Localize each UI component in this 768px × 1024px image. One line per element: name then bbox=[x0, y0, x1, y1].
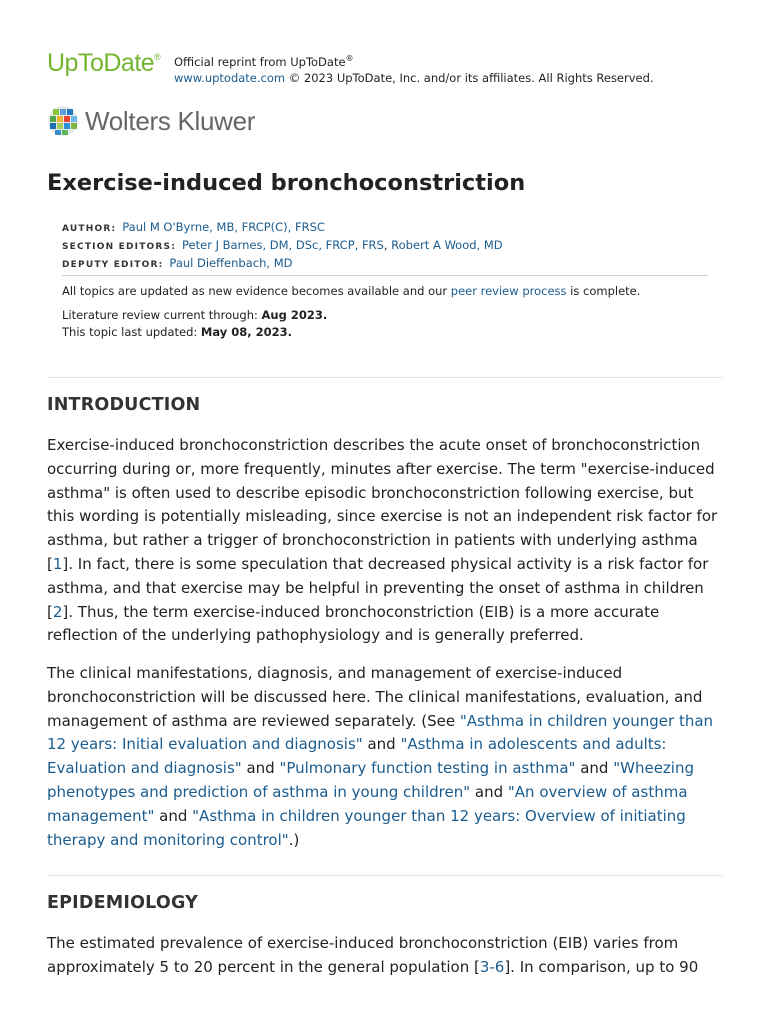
epidemiology-paragraph-1: The estimated prevalence of exercise-induced bronchoconstriction (EIB) varies from approximately 5 to 20 percent in the general population [3-6]. In comparison, up to 90 bbox=[47, 934, 699, 976]
registered-mark: ® bbox=[154, 52, 161, 62]
section-editor-link[interactable]: Peter J Barnes, DM, DSc, FRCP, FRS bbox=[182, 238, 384, 252]
topic-link[interactable]: "Asthma in children younger than 12 years: Initial evaluation and diagnosis" bbox=[47, 711, 714, 754]
section-divider bbox=[47, 875, 723, 876]
introduction-heading: INTRODUCTION bbox=[47, 395, 201, 415]
topic-link[interactable]: "Wheezing phenotypes and prediction of asthma in young children" bbox=[47, 759, 694, 801]
section-divider bbox=[47, 377, 723, 378]
reprint-line: Official reprint from UpToDate® bbox=[174, 54, 354, 69]
section-editor-link[interactable]: Robert A Wood, MD bbox=[391, 238, 503, 252]
introduction-paragraph-2: The clinical manifestations, diagnosis, and management of exercise-induced bronchoconstriction will be discussed here. The clinical manifestations, evaluation, and management of asthma are reviewed separately. (See "Asthma in children younger than 12 years: Initial evaluation and diagnosis" and "Asthma in adolescents and adults: Evaluation and diagnosis" and "Pulmonary function testing in asthma" and "Wheezing phenotypes and prediction of asthma in young children" and "An overview of asthma management" and "Asthma in children younger than 12 years: Overview of initiating therapy and monitoring control".) bbox=[47, 664, 714, 849]
wolters-kluwer-mosaic-icon bbox=[47, 105, 81, 137]
introduction-paragraph-1: Exercise-induced bronchoconstriction describes the acute onset of bronchoconstriction occurring during or, more frequently, minutes after exercise. The term "exercise-induced asthma" is often used to describe episodic bronchoconstriction following exercise, but this wording is potentially misleading, since exercise is not an independent risk factor for asthma, but rather a trigger of bronchoconstriction in patients with underlying asthma [1]. In fact, there is some speculation that decreased physical activity is a risk factor for asthma, and that exercise may be helpful in preventing the onset of asthma in children [2]. Thus, the term exercise-induced bronchoconstriction (EIB) is a more accurate reflection of the underlying pathophysiology and is generally preferred. bbox=[47, 436, 718, 645]
publisher-name: Wolters Kluwer bbox=[85, 105, 256, 136]
deputy-editor-link[interactable]: Paul Dieffenbach, MD bbox=[169, 256, 293, 270]
reprint-notice bbox=[174, 51, 654, 86]
epidemiology-heading: EPIDEMIOLOGY bbox=[47, 893, 199, 913]
section-editors-row: SECTION EDITORS: Peter J Barnes, DM, DSc, FRCP, FRS, Robert A Wood, MD bbox=[62, 238, 503, 252]
literature-review-line: Literature review current through: Aug 2023. bbox=[62, 308, 328, 322]
site-link[interactable]: www.uptodate.com bbox=[174, 70, 286, 85]
reference-link[interactable]: 1 bbox=[52, 554, 63, 573]
topic-link[interactable]: "Asthma in children younger than 12 years: Overview of initiating therapy and monitoring control" bbox=[47, 806, 686, 849]
reference-link[interactable]: 2 bbox=[52, 602, 63, 621]
logo-text: UpToDate bbox=[47, 49, 155, 77]
reference-link[interactable]: 3-6 bbox=[479, 957, 505, 976]
peer-review-link[interactable]: peer review process bbox=[450, 284, 567, 298]
update-notice: All topics are updated as new evidence becomes available and our peer review process is complete. bbox=[62, 284, 641, 298]
contributors bbox=[62, 219, 503, 273]
uptodate-logo bbox=[47, 49, 160, 78]
copyright-line: www.uptodate.com © 2023 UpToDate, Inc. and/or its affiliates. All Rights Reserved. bbox=[174, 70, 654, 85]
topic-link[interactable]: "Pulmonary function testing in asthma" bbox=[279, 759, 576, 778]
author-row: AUTHOR: Paul M O'Byrne, MB, FRCP(C), FRSC bbox=[62, 220, 325, 234]
wolters-kluwer-logo bbox=[47, 105, 255, 137]
last-updated-line: This topic last updated: May 08, 2023. bbox=[62, 325, 293, 339]
divider bbox=[62, 275, 708, 276]
article-title: Exercise-induced bronchoconstriction bbox=[47, 170, 526, 196]
topic-link[interactable]: "An overview of asthma management" bbox=[47, 782, 688, 825]
author-link[interactable]: Paul M O'Byrne, MB, FRCP(C), FRSC bbox=[122, 220, 325, 234]
topic-link[interactable]: "Asthma in adolescents and adults: Evaluation and diagnosis" bbox=[47, 735, 667, 778]
deputy-editor-row: DEPUTY EDITOR: Paul Dieffenbach, MD bbox=[62, 256, 293, 270]
review-dates bbox=[62, 307, 327, 341]
